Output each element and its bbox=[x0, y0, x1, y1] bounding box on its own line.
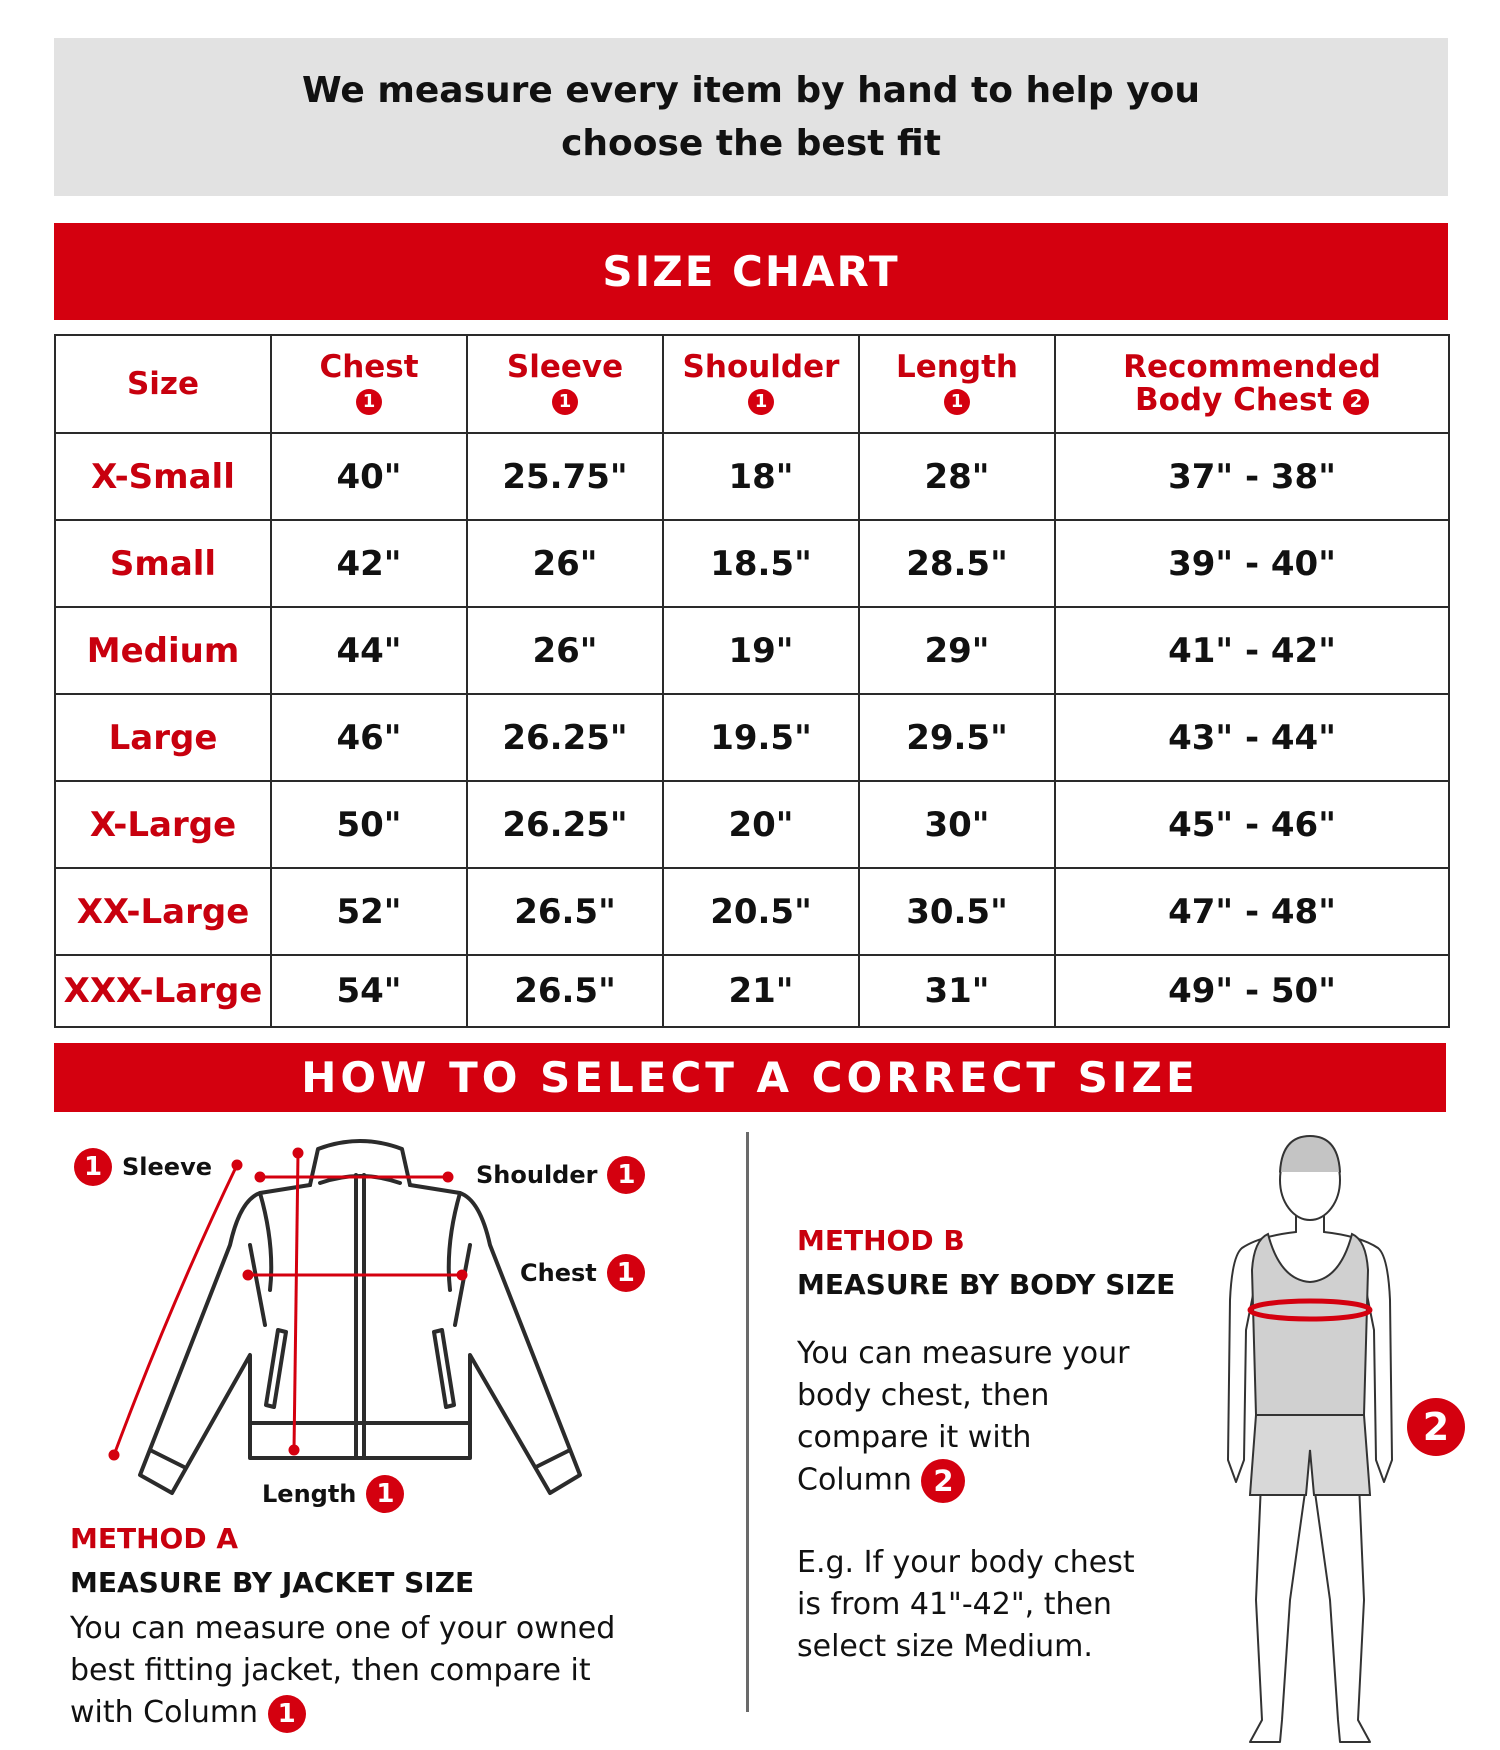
sleeve-cell: 26.25" bbox=[467, 781, 663, 868]
intro-line-2: choose the best fit bbox=[561, 123, 941, 164]
table-row bbox=[55, 955, 1449, 1027]
shoulder-cell: 18.5" bbox=[663, 520, 859, 607]
length-cell: 28.5" bbox=[859, 520, 1055, 607]
size-chart-title: SIZE CHART bbox=[602, 247, 900, 296]
intro-banner bbox=[54, 38, 1448, 196]
body-chest-cell: 45" - 46" bbox=[1055, 781, 1449, 868]
chest-cell: 42" bbox=[271, 520, 467, 607]
size-cell: XXX-Large bbox=[55, 955, 271, 1027]
shoulder-cell: 18" bbox=[663, 433, 859, 520]
column-1-badge-icon: 1 bbox=[74, 1148, 112, 1186]
how-to-banner bbox=[54, 1043, 1446, 1112]
method-b-subtitle: MEASURE BY BODY SIZE bbox=[797, 1268, 1176, 1301]
method-b-text: You can measure your body chest, then compare it with Column 2 bbox=[797, 1333, 1197, 1503]
column-1-badge-icon: 1 bbox=[268, 1695, 306, 1733]
shoulder-cell: 21" bbox=[663, 955, 859, 1027]
size-cell: Small bbox=[55, 520, 271, 607]
length-label: Length 1 bbox=[262, 1475, 404, 1513]
size-cell: Large bbox=[55, 694, 271, 781]
method-a-title: METHOD A bbox=[70, 1522, 238, 1555]
length-cell: 30.5" bbox=[859, 868, 1055, 955]
shoulder-cell: 20" bbox=[663, 781, 859, 868]
sleeve-cell: 26.5" bbox=[467, 955, 663, 1027]
column-1-badge-icon: 1 bbox=[607, 1156, 645, 1194]
table-header-row bbox=[55, 335, 1449, 433]
chest-cell: 52" bbox=[271, 868, 467, 955]
body-chest-cell: 37" - 38" bbox=[1055, 433, 1449, 520]
length-cell: 29" bbox=[859, 607, 1055, 694]
chest-cell: 50" bbox=[271, 781, 467, 868]
table-row bbox=[55, 520, 1449, 607]
column-1-badge-icon: 1 bbox=[607, 1254, 645, 1292]
size-cell: X-Large bbox=[55, 781, 271, 868]
sleeve-cell: 26" bbox=[467, 607, 663, 694]
chest-cell: 44" bbox=[271, 607, 467, 694]
column-1-badge-icon: 1 bbox=[356, 389, 382, 415]
body-chest-cell: 43" - 44" bbox=[1055, 694, 1449, 781]
length-cell: 28" bbox=[859, 433, 1055, 520]
how-to-title: HOW TO SELECT A CORRECT SIZE bbox=[301, 1053, 1199, 1102]
body-chest-cell: 41" - 42" bbox=[1055, 607, 1449, 694]
method-a-subtitle: MEASURE BY JACKET SIZE bbox=[70, 1566, 475, 1599]
sleeve-cell: 26.25" bbox=[467, 694, 663, 781]
body-chest-cell: 49" - 50" bbox=[1055, 955, 1449, 1027]
column-2-badge-icon: 2 bbox=[921, 1459, 965, 1503]
chest-cell: 40" bbox=[271, 433, 467, 520]
length-cell: 31" bbox=[859, 955, 1055, 1027]
intro-line-1: We measure every item by hand to help you bbox=[301, 70, 1201, 111]
column-1-badge-icon: 1 bbox=[944, 389, 970, 415]
chest-cell: 46" bbox=[271, 694, 467, 781]
body-chest-cell: 47" - 48" bbox=[1055, 868, 1449, 955]
header-sleeve: Sleeve 1 bbox=[467, 335, 663, 433]
method-b-title: METHOD B bbox=[797, 1224, 965, 1257]
shoulder-cell: 19.5" bbox=[663, 694, 859, 781]
size-cell: X-Small bbox=[55, 433, 271, 520]
column-divider bbox=[746, 1132, 749, 1712]
size-cell: Medium bbox=[55, 607, 271, 694]
sleeve-cell: 26" bbox=[467, 520, 663, 607]
chest-label: Chest 1 bbox=[520, 1254, 645, 1292]
column-2-badge-icon: 2 bbox=[1343, 389, 1369, 415]
header-chest: Chest 1 bbox=[271, 335, 467, 433]
size-cell: XX-Large bbox=[55, 868, 271, 955]
size-table bbox=[54, 334, 1450, 1028]
table-row bbox=[55, 433, 1449, 520]
method-a-text: You can measure one of your owned best fitting jacket, then compare it with Column 1 bbox=[70, 1608, 690, 1734]
body-figure-icon bbox=[1210, 1130, 1410, 1750]
column-1-badge-icon: 1 bbox=[552, 389, 578, 415]
header-recommended-body-chest: Recommended Body Chest 2 bbox=[1055, 335, 1449, 433]
column-2-badge-icon: 2 bbox=[1407, 1398, 1465, 1456]
header-shoulder: Shoulder 1 bbox=[663, 335, 859, 433]
shoulder-cell: 19" bbox=[663, 607, 859, 694]
size-chart-banner bbox=[54, 223, 1448, 320]
header-size: Size bbox=[55, 335, 271, 433]
column-1-badge-icon: 1 bbox=[748, 389, 774, 415]
table-row bbox=[55, 868, 1449, 955]
length-cell: 30" bbox=[859, 781, 1055, 868]
shoulder-label: Shoulder 1 bbox=[476, 1156, 645, 1194]
shoulder-cell: 20.5" bbox=[663, 868, 859, 955]
table-row bbox=[55, 607, 1449, 694]
length-cell: 29.5" bbox=[859, 694, 1055, 781]
method-b-example: E.g. If your body chest is from 41"-42", then select size Medium. bbox=[797, 1545, 1135, 1664]
table-row bbox=[55, 694, 1449, 781]
body-chest-cell: 39" - 40" bbox=[1055, 520, 1449, 607]
header-length: Length 1 bbox=[859, 335, 1055, 433]
chest-cell: 54" bbox=[271, 955, 467, 1027]
table-row bbox=[55, 781, 1449, 868]
sleeve-label: 1 Sleeve bbox=[74, 1148, 212, 1186]
column-1-badge-icon: 1 bbox=[366, 1475, 404, 1513]
sleeve-cell: 26.5" bbox=[467, 868, 663, 955]
sleeve-cell: 25.75" bbox=[467, 433, 663, 520]
